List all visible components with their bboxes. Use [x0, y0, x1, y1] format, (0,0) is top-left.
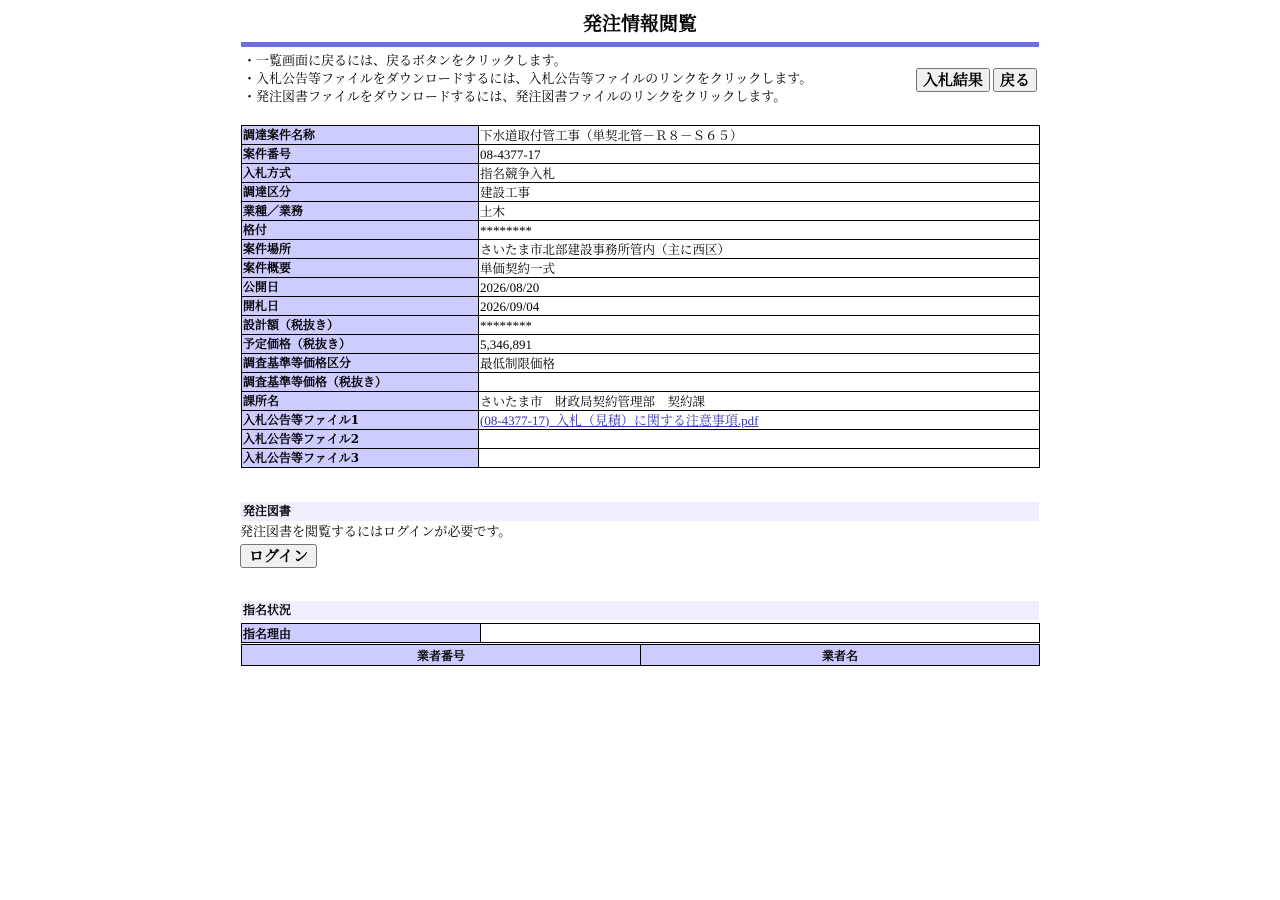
table-row — [242, 430, 1040, 449]
bid-results-button[interactable]: 入札結果 — [916, 68, 990, 92]
table-row — [242, 202, 1040, 221]
table-row — [242, 354, 1040, 373]
field-value: ******** — [479, 221, 1040, 240]
field-value: 2026/09/04 — [479, 297, 1040, 316]
back-button[interactable]: 戻る — [993, 68, 1037, 92]
field-value: 5,346,891 — [479, 335, 1040, 354]
field-label: 業種／業務 — [242, 202, 479, 221]
vendor-table — [241, 644, 1040, 666]
field-value: さいたま市北部建設事務所管内（主に西区） — [479, 240, 1040, 259]
table-row — [242, 164, 1040, 183]
table-row — [242, 411, 1040, 430]
table-row — [242, 240, 1040, 259]
table-row — [242, 183, 1040, 202]
table-row — [242, 316, 1040, 335]
field-value — [479, 373, 1040, 392]
top-buttons — [916, 68, 1037, 92]
field-label: 入札公告等ファイル2 — [242, 430, 479, 449]
field-value: 最低制限価格 — [479, 354, 1040, 373]
instruction-line: ・発注図書ファイルをダウンロードするには、発注図書ファイルのリンクをクリックします。 — [243, 90, 787, 105]
nomination-reason-value — [481, 624, 1040, 643]
field-value: 08-4377-17 — [479, 145, 1040, 164]
column-header-vendor-number: 業者番号 — [242, 645, 641, 666]
field-label: 調達案件名称 — [242, 126, 479, 145]
field-label: 開札日 — [242, 297, 479, 316]
instructions-row — [241, 47, 1039, 125]
table-row — [242, 221, 1040, 240]
instruction-line: ・入札公告等ファイルをダウンロードするには、入札公告等ファイルのリンクをクリックします。 — [243, 72, 813, 87]
column-header-vendor-name: 業者名 — [641, 645, 1040, 666]
field-label: 公開日 — [242, 278, 479, 297]
field-value — [479, 449, 1040, 468]
field-value: 指名競争入札 — [479, 164, 1040, 183]
table-row — [242, 392, 1040, 411]
instruction-line: ・一覧画面に戻るには、戻るボタンをクリックします。 — [243, 54, 567, 69]
field-value: ******** — [479, 316, 1040, 335]
table-row — [242, 278, 1040, 297]
table-row — [242, 624, 1040, 643]
field-label: 入札公告等ファイル3 — [242, 449, 479, 468]
field-label: 設計額（税抜き） — [242, 316, 479, 335]
field-label: 調査基準等価格区分 — [242, 354, 479, 373]
field-value — [479, 430, 1040, 449]
table-row — [242, 145, 1040, 164]
field-label: 案件番号 — [242, 145, 479, 164]
notice-file-link[interactable]: (08-4377-17)_入札（見積）に関する注意事項.pdf — [480, 412, 759, 428]
table-row — [242, 335, 1040, 354]
field-value: 単価契約一式 — [479, 259, 1040, 278]
table-row — [242, 126, 1040, 145]
field-value: 建設工事 — [479, 183, 1040, 202]
field-label: 案件場所 — [242, 240, 479, 259]
field-value: 下水道取付管工事（単契北管－Ｒ８－Ｓ６５） — [479, 126, 1040, 145]
field-value: 土木 — [479, 202, 1040, 221]
field-label: 調達区分 — [242, 183, 479, 202]
instructions — [243, 53, 812, 107]
field-value: さいたま市 財政局契約管理部 契約課 — [479, 392, 1040, 411]
procurement-info-table — [241, 125, 1040, 468]
table-row — [242, 373, 1040, 392]
field-label: 調査基準等価格（税抜き） — [242, 373, 479, 392]
nomination-reason-table — [241, 623, 1040, 643]
table-row — [242, 297, 1040, 316]
field-label: 案件概要 — [242, 259, 479, 278]
vendor-table-header — [242, 645, 1040, 666]
field-label: 予定価格（税抜き） — [242, 335, 479, 354]
field-value — [479, 411, 1040, 430]
login-required-message: 発注図書を閲覧するにはログインが必要です。 — [240, 525, 512, 540]
table-row — [242, 259, 1040, 278]
ordering-docs-heading: 発注図書 — [241, 502, 1039, 521]
page-title: 発注情報閲覧 — [582, 13, 697, 35]
field-label: 入札公告等ファイル1 — [242, 411, 479, 430]
nomination-reason-label: 指名理由 — [242, 624, 481, 643]
field-label: 課所名 — [242, 392, 479, 411]
table-row — [242, 449, 1040, 468]
field-label: 格付 — [242, 221, 479, 240]
page-container — [241, 0, 1039, 666]
field-label: 入札方式 — [242, 164, 479, 183]
nomination-heading: 指名状況 — [241, 601, 1039, 620]
field-value: 2026/08/20 — [479, 278, 1040, 297]
login-button[interactable]: ログイン — [240, 544, 317, 568]
